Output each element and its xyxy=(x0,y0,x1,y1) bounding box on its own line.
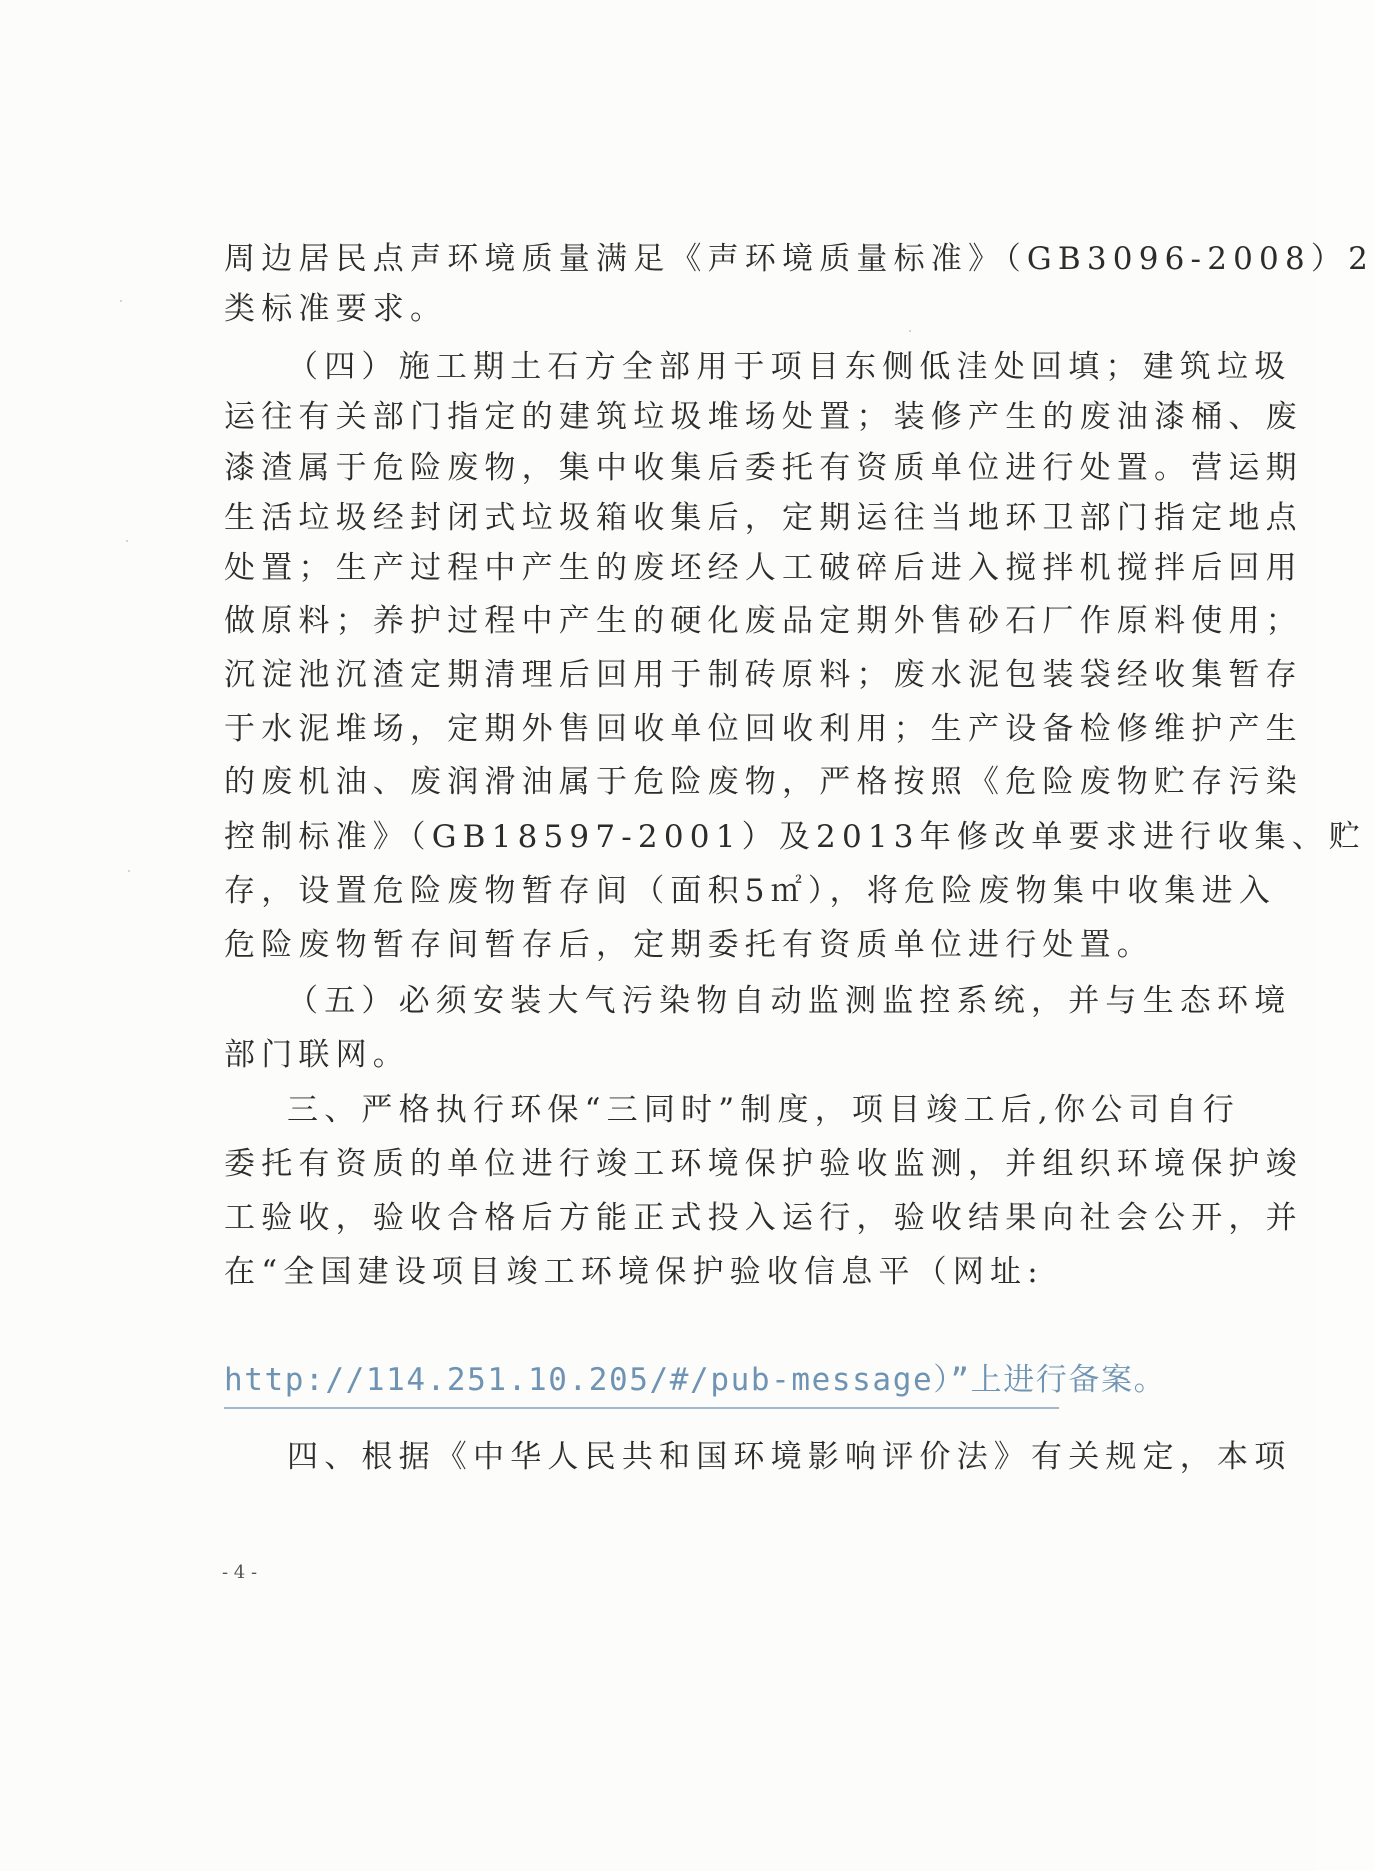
text-line-16: 部门联网。 xyxy=(224,1037,410,1073)
scan-speck xyxy=(909,330,911,332)
text-line-12: 控制标准》（GB18597-2001）及2013年修改单要求进行收集、贮 xyxy=(224,819,1367,855)
link-underline xyxy=(224,1407,1059,1409)
text-line-4: 运往有关部门指定的建筑垃圾堆场处置；装修产生的废油漆桶、废 xyxy=(224,399,1303,435)
scan-speck xyxy=(126,540,128,542)
url-link-line[interactable]: http://114.251.10.205/#/pub-message）”上进行备案。 xyxy=(224,1362,1167,1398)
text-line-13: 存，设置危险废物暂存间（面积5㎡），将危险废物集中收集进入 xyxy=(224,873,1277,909)
text-line-18: 委托有资质的单位进行竣工环境保护验收监测，并组织环境保护竣 xyxy=(224,1146,1303,1182)
text-line-7: 处置；生产过程中产生的废坯经人工破碎后进入搅拌机搅拌后回用 xyxy=(224,550,1303,586)
text-line-9: 沉淀池沉渣定期清理后回用于制砖原料；废水泥包装袋经收集暂存 xyxy=(224,657,1303,693)
text-line-22: 四、根据《中华人民共和国环境影响评价法》有关规定，本项 xyxy=(287,1439,1292,1475)
text-line-6: 生活垃圾经封闭式垃圾箱收集后，定期运往当地环卫部门指定地点 xyxy=(224,500,1303,536)
text-line-10: 于水泥堆场，定期外售回收单位回收利用；生产设备检修维护产生 xyxy=(224,711,1303,747)
text-line-15: （五）必须安装大气污染物自动监测监控系统，并与生态环境 xyxy=(287,983,1292,1019)
text-line-11: 的废机油、废润滑油属于危险废物，严格按照《危险废物贮存污染 xyxy=(224,764,1303,800)
text-line-1: 周边居民点声环境质量满足《声环境质量标准》（GB3096-2008）2 xyxy=(224,241,1374,277)
scan-speck xyxy=(128,870,130,872)
text-line-8: 做原料；养护过程中产生的硬化废品定期外售砂石厂作原料使用； xyxy=(224,603,1303,639)
text-line-20: 在“全国建设项目竣工环境保护验收信息平（网址: xyxy=(224,1254,1044,1290)
page-number: - 4 - xyxy=(222,1562,258,1583)
text-line-3: （四）施工期土石方全部用于项目东侧低洼处回填；建筑垃圾 xyxy=(287,349,1292,385)
text-line-19: 工验收，验收合格后方能正式投入运行，验收结果向社会公开，并 xyxy=(224,1200,1303,1236)
text-line-2: 类标准要求。 xyxy=(224,291,448,327)
scan-speck xyxy=(120,300,122,302)
text-line-17: 三、严格执行环保“三同时”制度，项目竣工后,你公司自行 xyxy=(287,1092,1240,1128)
text-line-14: 危险废物暂存间暂存后，定期委托有资质单位进行处置。 xyxy=(224,927,1154,963)
text-line-5: 漆渣属于危险废物，集中收集后委托有资质单位进行处置。营运期 xyxy=(224,450,1303,486)
